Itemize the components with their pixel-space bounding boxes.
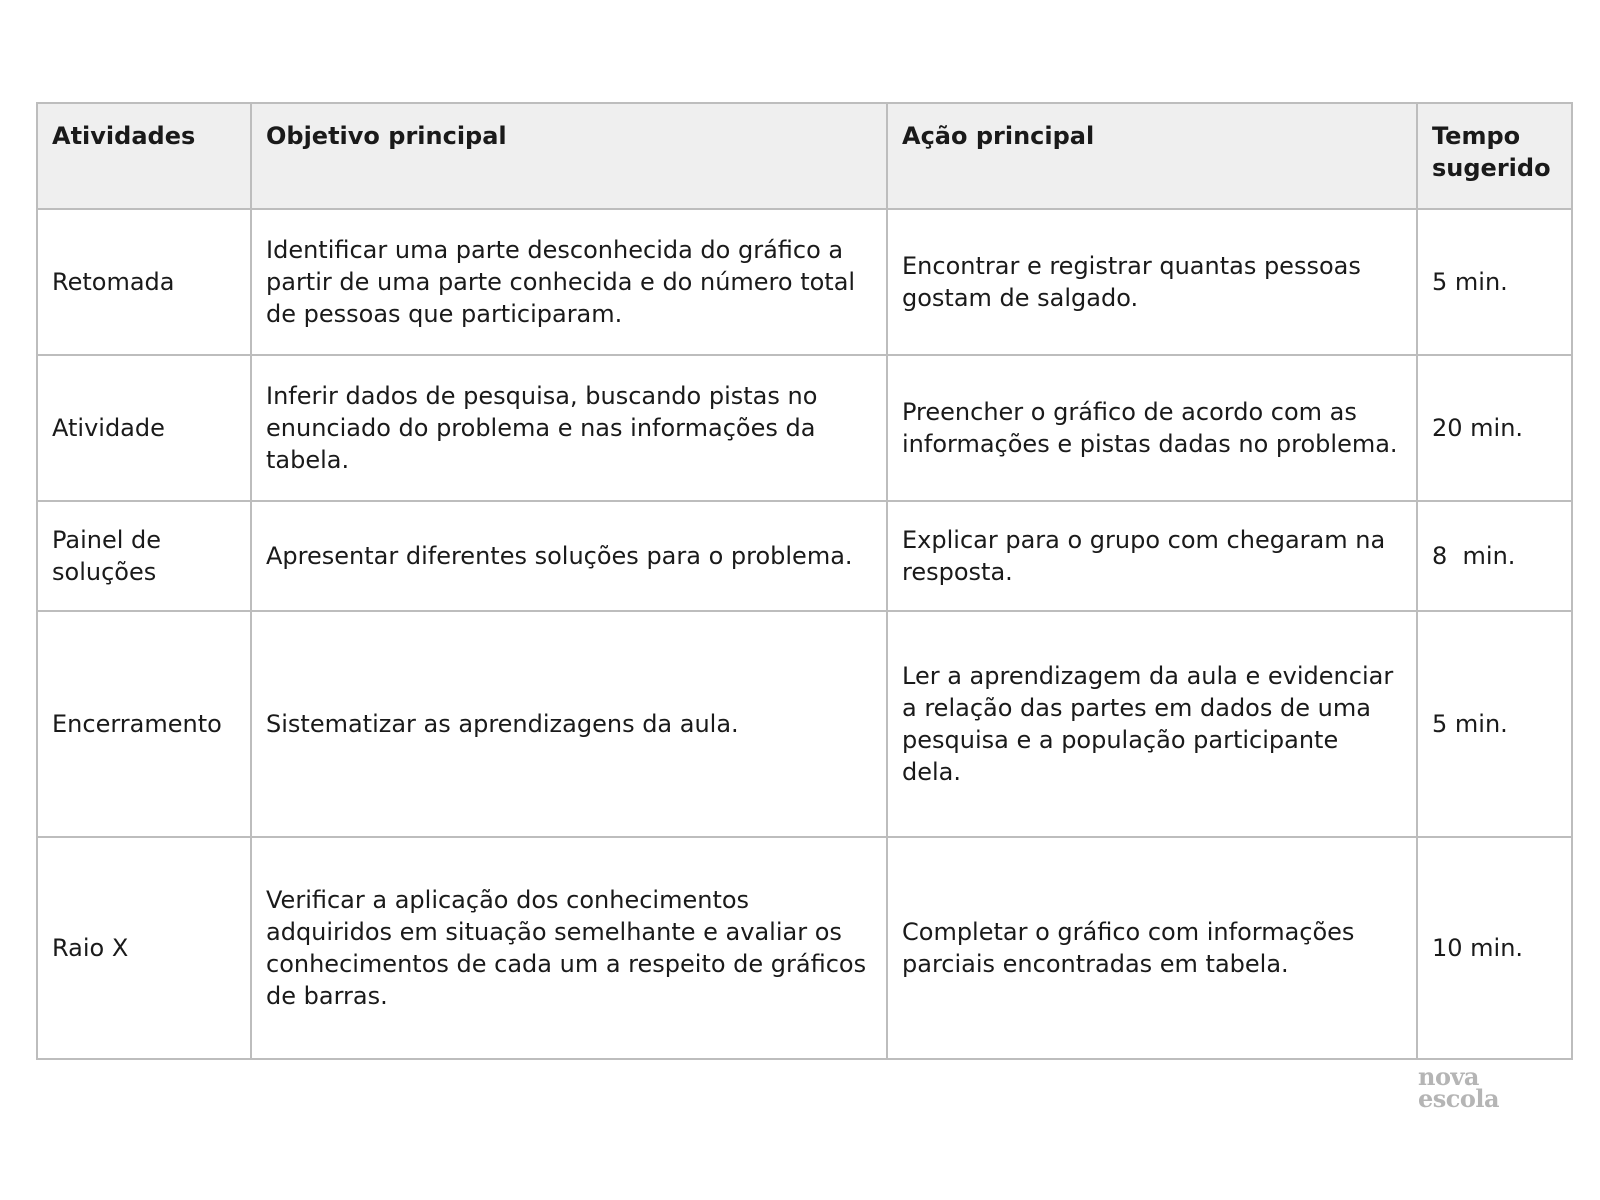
header-atividades: Atividades [37,103,251,209]
cell-atividade: Retomada [37,209,251,355]
cell-acao: Completar o gráfico com informações parciais encontradas em tabela. [887,837,1417,1059]
logo-line-escola: escola [1418,1084,1500,1113]
nova-escola-logo [1418,1062,1500,1113]
cell-atividade: Atividade [37,355,251,501]
cell-tempo: 10 min. [1417,837,1572,1059]
table-row [37,611,1572,837]
lesson-plan-table [36,102,1573,1060]
cell-tempo: 5 min. [1417,209,1572,355]
cell-tempo: 5 min. [1417,611,1572,837]
table-row [37,209,1572,355]
cell-objetivo: Verificar a aplicação dos conhecimentos adquiridos em situação semelhante e avaliar os conhecimentos de cada um a respeito de gráficos de barras. [251,837,887,1059]
table-row [37,837,1572,1059]
header-objetivo-principal: Objetivo principal [251,103,887,209]
cell-atividade: Painel de soluções [37,501,251,611]
table-row [37,355,1572,501]
header-tempo-sugerido: Tempo sugerido [1417,103,1572,209]
cell-acao: Encontrar e registrar quantas pessoas gostam de salgado. [887,209,1417,355]
cell-acao: Preencher o gráfico de acordo com as informações e pistas dadas no problema. [887,355,1417,501]
cell-objetivo: Sistematizar as aprendizagens da aula. [251,611,887,837]
cell-atividade: Encerramento [37,611,251,837]
table-row [37,501,1572,611]
cell-objetivo: Apresentar diferentes soluções para o problema. [251,501,887,611]
cell-objetivo: Identificar uma parte desconhecida do gráfico a partir de uma parte conhecida e do número total de pessoas que participaram. [251,209,887,355]
cell-tempo: 8 min. [1417,501,1572,611]
cell-acao: Explicar para o grupo com chegaram na resposta. [887,501,1417,611]
cell-atividade: Raio X [37,837,251,1059]
cell-objetivo: Inferir dados de pesquisa, buscando pistas no enunciado do problema e nas informações da tabela. [251,355,887,501]
cell-tempo: 20 min. [1417,355,1572,501]
header-acao-principal: Ação principal [887,103,1417,209]
table-header-row [37,103,1572,209]
cell-acao: Ler a aprendizagem da aula e evidenciar a relação das partes em dados de uma pesquisa e a população participante dela. [887,611,1417,837]
logo-line-nova: nova [1418,1062,1479,1091]
